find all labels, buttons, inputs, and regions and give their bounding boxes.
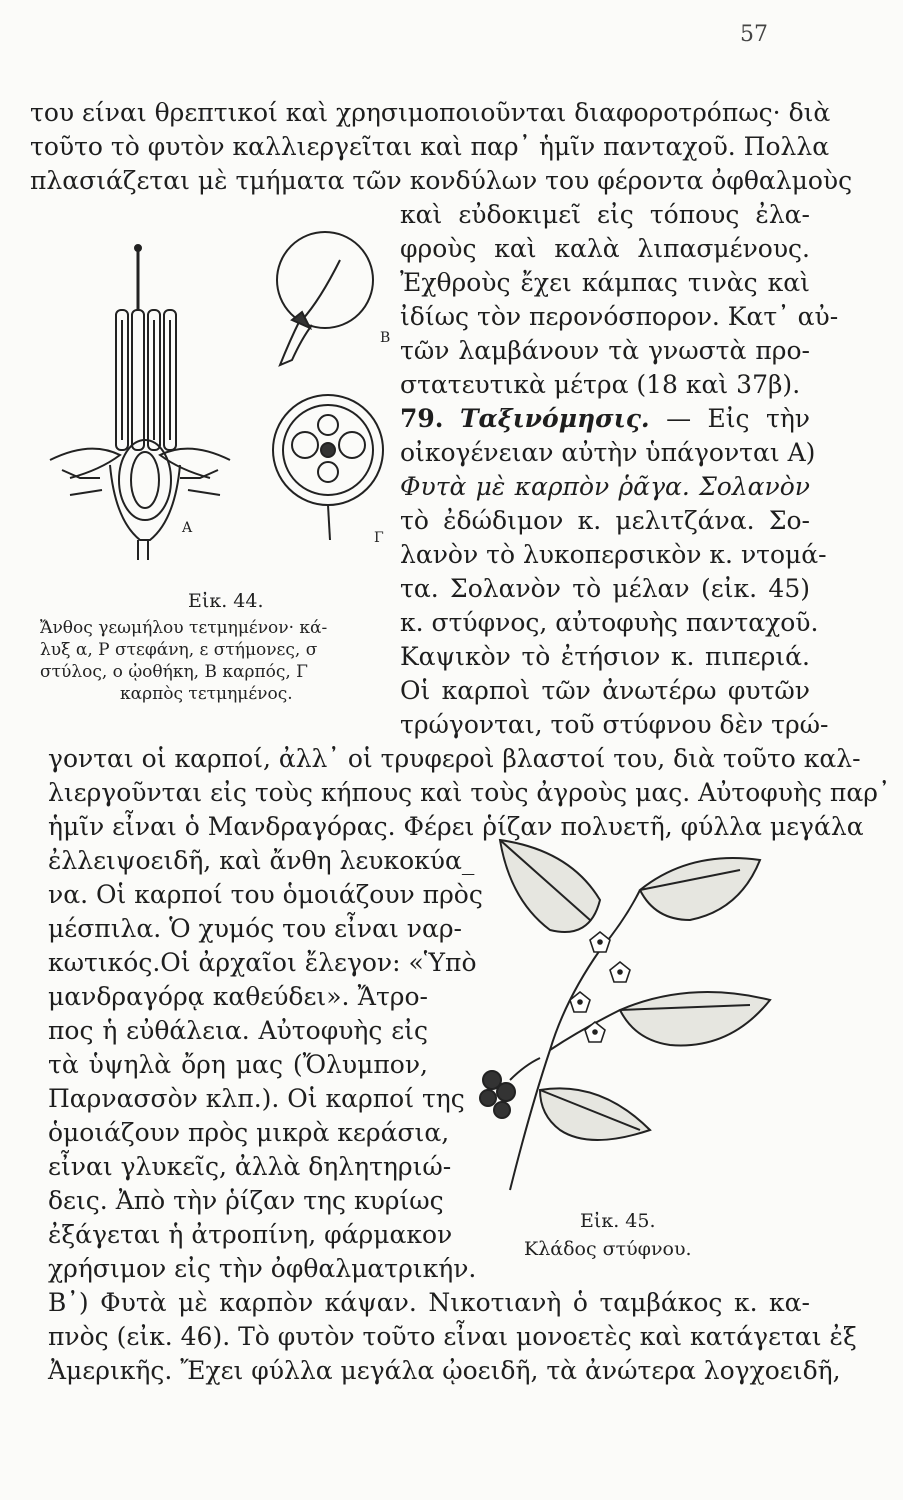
text-line: τρώγονται, τοῦ στύφνου δὲν τρώ-	[400, 710, 829, 739]
text-line: λανὸν τὸ λυκοπερσικὸν κ. ντομά-	[400, 540, 827, 569]
text-line: τῶν λαμβάνουν τὰ γνωστὰ προ-	[400, 336, 810, 365]
text-line: λιεργοῦνται εἰς τοὺς κήπους καὶ τοὺς ἀγροὺς μας. Αὐτοφυὴς παρ᾽	[48, 778, 891, 807]
text-line: Οἱ καρποὶ τῶν ἀνωτέρω φυτῶν	[400, 676, 810, 705]
text-line: μανδραγόρᾳ καθεύδει». Ἄτρο-	[48, 982, 428, 1011]
text-line: καὶ εὐδοκιμεῖ εἰς τόπους ἐλα-	[400, 200, 810, 229]
text-line: του είναι θρεπτικοί καὶ χρησιμοποιοῦνται διαφοροτρόπως· διὰ	[30, 98, 831, 127]
figure-44-caption: λυξ α, Ρ στεφάνη, ε στήμονες, σ	[40, 640, 318, 660]
potato-flower-figure	[40, 220, 390, 580]
text-line: Ἀμερικῆς. Ἔχει φύλλα μεγάλα ᾠοειδῆ, τὰ ἀνώτερα λογχοειδῆ,	[48, 1356, 841, 1385]
text-line: χρήσιμον εἰς τὴν ὀφθαλματρικήν.	[48, 1254, 477, 1283]
section-heading-rest: — Εἰς τὴν	[666, 404, 810, 433]
text-line: να. Οἱ καρποί του ὁμοιάζουν πρὸς	[48, 880, 483, 909]
figure-label-g: Γ	[374, 530, 384, 546]
text-line: ἡμῖν εἶναι ὁ Μανδραγόρας. Φέρει ῥίζαν πολυετῆ, φύλλα μεγάλα	[48, 812, 864, 841]
text-line: δεις. Ἀπὸ τὴν ῥίζαν της κυρίως	[48, 1186, 444, 1215]
text-line: πνὸς (εἰκ. 46). Τὸ φυτὸν τοῦτο εἶναι μονοετὲς καὶ κατάγεται ἐξ	[48, 1322, 857, 1351]
section-number: 79.	[400, 404, 444, 433]
text-line: γονται οἱ καρποί, ἀλλ᾽ οἱ τρυφεροὶ βλαστοί του, διὰ τοῦτο καλ-	[48, 744, 861, 773]
text-line: Β᾽) Φυτὰ μὲ καρπὸν κάψαν. Νικοτιανὴ ὁ ταμβάκος κ. κα-	[48, 1288, 810, 1317]
text-line: οἰκογένειαν αὐτὴν ὑπάγονται Α)	[400, 438, 816, 467]
figure-label-b: Β	[380, 330, 391, 346]
text-line: Καψικὸν τὸ ἐτήσιον κ. πιπεριά.	[400, 642, 810, 671]
text-line: ἰδίως τὸν περονόσπορον. Κατ᾽ αὐ-	[400, 302, 839, 331]
figure-44-title: Εἰκ. 44.	[188, 590, 264, 612]
text-line: στατευτικὰ μέτρα (18 καὶ 37β).	[400, 370, 801, 399]
text-line: Ἐχθροὺς ἔχει κάμπας τινὰς καὶ	[400, 268, 810, 297]
figure-45-caption: Κλάδος στύφνου.	[524, 1238, 692, 1260]
text-line: εἶναι γλυκεῖς, ἀλλὰ δηλητηριώ-	[48, 1152, 452, 1181]
figure-44-caption: Ἄνθος γεωμήλου τετμημένον· κά-	[40, 618, 328, 638]
text-line: τα. Σολανὸν τὸ μέλαν (εἰκ. 45)	[400, 574, 810, 603]
text-line: Παρνασσὸν κλπ.). Οἱ καρποί της	[48, 1084, 465, 1113]
section-heading-line	[400, 404, 810, 434]
text-line: φροὺς καὶ καλὰ λιπασμένους.	[400, 234, 810, 263]
section-title: Ταξινόμησις.	[459, 404, 650, 433]
text-line: μέσπιλα. Ὁ χυμός του εἶναι ναρ-	[48, 914, 462, 943]
text-line: τὸ ἐδώδιμον κ. μελιτζάνα. Σο-	[400, 506, 810, 535]
text-line: τὰ ὑψηλὰ ὄρη μας (Ὄλυμπον,	[48, 1050, 428, 1079]
text-line: ὁμοιάζουν πρὸς μικρὰ κεράσια,	[48, 1118, 450, 1147]
text-line: πλασιάζεται μὲ τμήματα τῶν κονδύλων του φέροντα ὀφθαλμοὺς	[30, 166, 853, 195]
text-line: ἐξάγεται ἡ ἀτροπίνη, φάρμακον	[48, 1220, 453, 1249]
figure-label-a: Α	[182, 520, 193, 536]
text-line: τοῦτο τὸ φυτὸν καλλιεργεῖται καὶ παρ᾽ ἡμῖν πανταχοῦ. Πολλα	[30, 132, 830, 161]
text-line: κ. στύφνος, αὐτοφυὴς πανταχοῦ.	[400, 608, 819, 637]
text-line: πος ἡ εὐθάλεια. Αὐτοφυὴς εἰς	[48, 1016, 428, 1045]
figure-45-title: Εἰκ. 45.	[580, 1210, 656, 1232]
page-number: 57	[740, 22, 768, 47]
figure-44-caption: στύλος, ο ᾠοθήκη, Β καρπός, Γ	[40, 662, 308, 682]
text-line: ἐλλειψοειδῆ, καὶ ἄνθη λευκοκύα_	[48, 846, 475, 875]
text-line: Φυτὰ μὲ καρπὸν ῥᾶγα. Σολανὸν	[400, 472, 810, 501]
figure-44-caption: καρπὸς τετμημένος.	[120, 684, 293, 704]
text-line: κωτικός.Οἱ ἀρχαῖοι ἔλεγον: «Ὑπὸ	[48, 948, 477, 977]
nightshade-branch-figure	[440, 830, 800, 1200]
